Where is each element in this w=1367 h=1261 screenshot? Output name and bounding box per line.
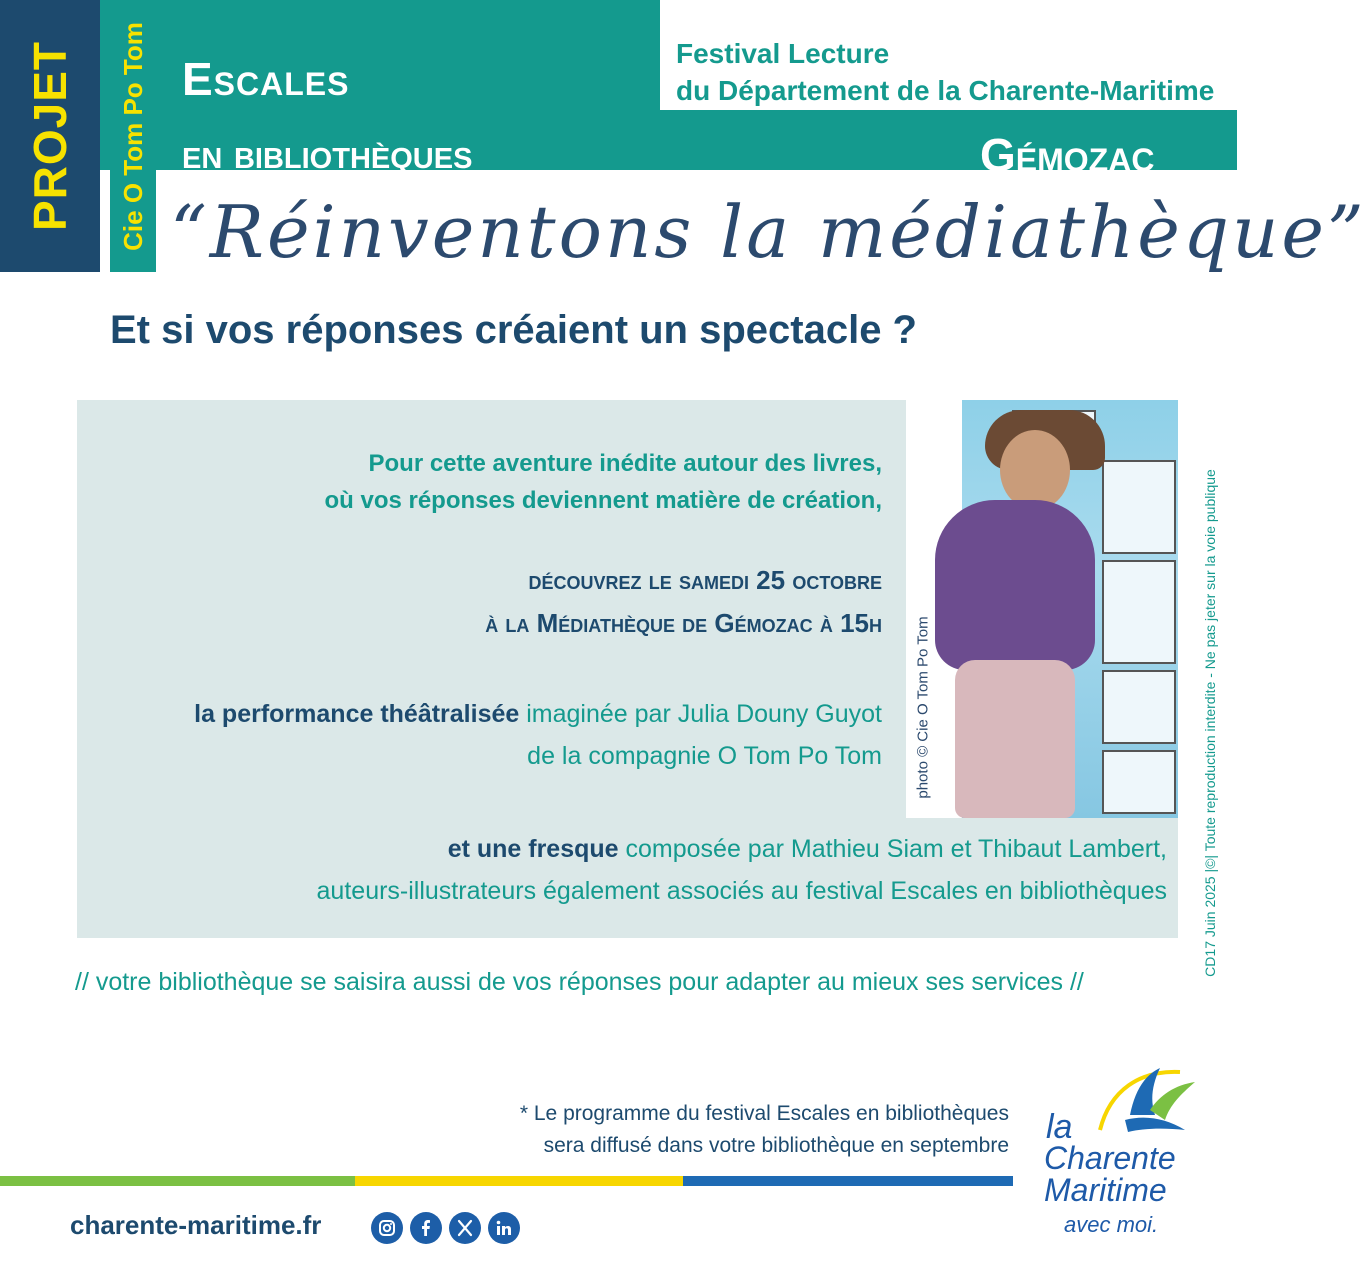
comic-panel: [1102, 670, 1176, 744]
photo-credit: photo © Cie O Tom Po Tom: [914, 616, 932, 799]
event-location: à la Médiathèque de Gémozac à 15h: [485, 608, 882, 638]
intro-line-1: Pour cette aventure inédite autour des livres,: [368, 450, 882, 477]
festival-description-line2: du Département de la Charente-Maritime: [676, 75, 1215, 106]
color-bar-blue: [683, 1176, 1013, 1186]
dancer-head: [1000, 430, 1070, 510]
logo-text-la: la: [1046, 1108, 1073, 1146]
color-bar-yellow: [355, 1176, 683, 1186]
performance-line-1: [194, 700, 882, 729]
photo-credit-wrap: [908, 600, 938, 815]
fresque-rest: composée par Mathieu Siam et Thibaut Lambert,: [618, 835, 1167, 863]
performance-rest: imaginée par Julia Douny Guyot: [519, 700, 882, 728]
legal-notice: CD17 Juin 2025 |©| Toute reproduction interdite - Ne pas jeter sur la voie publique: [1202, 468, 1218, 977]
logo-tagline: avec moi.: [1064, 1212, 1159, 1237]
logo-text-maritime: Maritime: [1044, 1172, 1167, 1208]
linkedin-icon[interactable]: [488, 1212, 520, 1244]
comic-panel: [1102, 560, 1176, 664]
fresque-line-1: [448, 835, 1167, 864]
bird-logo-icon: [1090, 1060, 1200, 1150]
page-subtitle: Et si vos réponses créaient un spectacle ?: [110, 308, 917, 352]
festival-name-line1: Escales: [182, 53, 350, 105]
comic-panel: [1102, 460, 1176, 554]
projet-label: PROJET: [24, 40, 77, 232]
instagram-icon[interactable]: [371, 1212, 403, 1244]
facebook-icon[interactable]: [410, 1212, 442, 1244]
comic-panel: [1102, 750, 1176, 814]
logo-text-charente: Charente: [1044, 1140, 1176, 1176]
dancer-shirt: [935, 500, 1095, 670]
intro-line-2: où vos réponses deviennent matière de création,: [324, 487, 882, 514]
website-link[interactable]: charente-maritime.fr: [70, 1210, 322, 1240]
programme-note-line-1: * Le programme du festival Escales en bibliothèques: [519, 1102, 1009, 1125]
dancer-pants: [955, 660, 1075, 818]
performance-line-2: de la compagnie O Tom Po Tom: [527, 742, 882, 770]
programme-note-line-2: sera diffusé dans votre bibliothèque en septembre: [543, 1134, 1009, 1157]
fresque-line-2: auteurs-illustrateurs également associés au festival Escales en bibliothèques: [316, 877, 1167, 905]
x-icon[interactable]: [449, 1212, 481, 1244]
festival-name-line2: en bibliothèques: [182, 130, 473, 177]
page-title: “Réinventons la médiathèque”: [170, 190, 1367, 274]
library-note: // votre bibliothèque se saisira aussi de vos réponses pour adapter au mieux ses services //: [75, 968, 1084, 996]
fresque-bold: et une fresque: [447, 835, 619, 863]
town-name: Gémozac: [980, 129, 1155, 181]
event-date: découvrez le samedi 25 octobre: [528, 565, 882, 595]
color-bar-green: [0, 1176, 355, 1186]
performance-bold: la performance théâtralisée: [194, 700, 520, 728]
company-strip: [110, 0, 156, 272]
festival-description-line1: Festival Lecture: [676, 38, 890, 69]
projet-label-wrap: [0, 0, 100, 272]
company-label: Cie O Tom Po Tom: [117, 21, 148, 251]
legal-notice-wrap: [1190, 410, 1230, 1035]
